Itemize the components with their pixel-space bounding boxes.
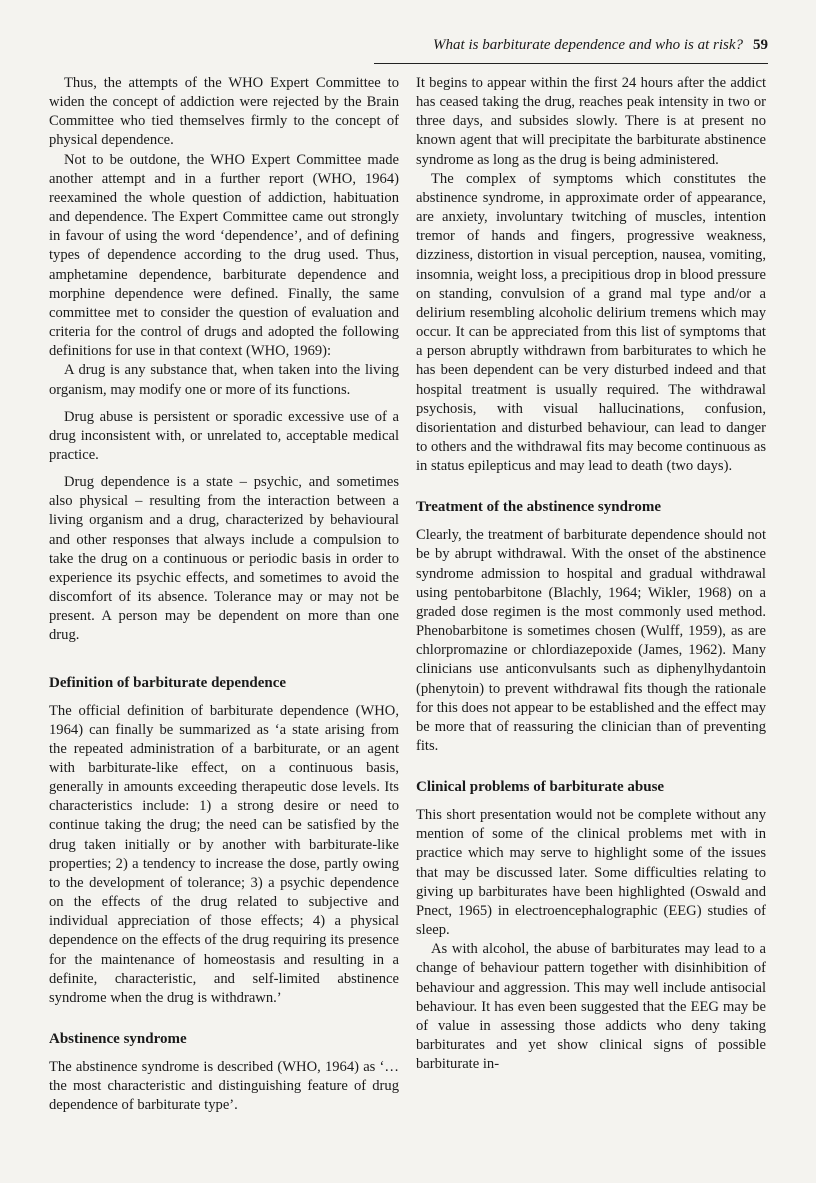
paragraph: Clearly, the treatment of barbiturate dependence should not be by abrupt withdrawal. With the onset of the abstinence syndrome admission to hospital and gradual withdrawal using pentobarbitone (Blachly, 1964; Wikler, 1968) on a graded dose regimen is the most commonly used method. Phenobarbitone is sometimes chosen (Wulff, 1959), as are chlorpromazine or chlordiazepoxide (James, 1962). Many clinicians use anticonvulsants such as diphenylhydantoin (phenytoin) to prevent withdrawal fits though the rationale for this does not appear to be established and the effect may be more that of reassuring the clinician than of preventing fits. — [416, 527, 766, 754]
section-heading-treatment: Treatment of the abstinence syndrome — [416, 499, 661, 516]
definition-drug-dependence: Drug dependence is a state – psychic, and sometimes also physical – resulting from the interaction between a living organism and a drug, characterized by behavioural and other responses that always include a compulsion to take the drug on a continuous or periodic basis in order to experience its psychic effects, and sometimes to avoid the discomfort of its absence. Tolerance may or may not be present. A person may be dependent on more than one drug. — [49, 474, 399, 644]
section-heading-definition: Definition of barbiturate dependence — [49, 674, 287, 691]
header-rule — [374, 63, 768, 64]
paragraph: The abstinence syndrome is described (WHO, 1964) as ‘… the most characteristic and distinguishing feature of drug dependence of barbiturate type’. — [49, 1059, 399, 1114]
paragraph: Not to be outdone, the WHO Expert Committee made another attempt and in a further report (WHO, 1964) reexamined the whole question of addiction, habituation and dependence. The Expert Committee came out strongly in favour of using the word ‘dependence’, and of defining types of dependence according to the drug used. Thus, amphetamine dependence, barbiturate dependence and morphine dependence were defined. Finally, the same committee met to consider the question of evaluation and criteria for the control of drugs and adopted the following definitions for use in that context (WHO, 1969): — [49, 151, 399, 360]
definition-drug-abuse: Drug abuse is persistent or sporadic excessive use of a drug inconsistent with, or unrelated to, acceptable medical practice. — [49, 408, 399, 463]
section-heading-abstinence: Abstinence syndrome — [49, 1031, 187, 1048]
right-column — [416, 74, 766, 1074]
paragraph: The complex of symptoms which constitutes the abstinence syndrome, in approximate order of appearance, are anxiety, involuntary twitching of muscles, intention tremor of hands and fingers, progressive weakness, dizziness, distortion in visual perception, nausea, vomiting, insomnia, weight loss, a precipitious drop in blood pressure on standing, convulsion of a grand mal type and/or a delirium resembling alcoholic delirium tremens which may occur. It can be appreciated from this list of symptoms that a person abruptly withdrawn from barbiturates to which he has been dependent can be very disturbed indeed and that hospital treatment is usually required. The withdrawal psychosis, with visual hallucinations, confusion, disorientation and disturbed behaviour, can lead to danger to others and the withdrawal fits may become continuous as in status epilepticus and may lead to death (two days). — [416, 170, 766, 475]
paragraph: It begins to appear within the first 24 hours after the addict has ceased taking the drug, reaches peak intensity in two or three days, and subsides slowly. There is at present no known agent that will precipitate the barbiturate abstinence syndrome as long as the drug is being administered. — [416, 75, 766, 168]
paragraph: This short presentation would not be complete without any mention of some of the clinical problems met with in practice which may serve to highlight some of the issues that may be discussed later. Some difficulties relating to giving up barbiturates have been highlighted (Oswald and Pnect, 1965) in electroencephalographic (EEG) studies of sleep. — [416, 807, 766, 939]
section-heading-clinical: Clinical problems of barbiturate abuse — [416, 779, 665, 796]
page-number: 59 — [753, 37, 768, 53]
running-title: What is barbiturate dependence and who is at risk? — [433, 37, 743, 53]
paragraph: The official definition of barbiturate dependence (WHO, 1964) can finally be summarized as ‘a state arising from the repeated administration of a barbiturate, or an agent with barbiturate-like effect, on a continuous basis, generally in amounts exceeding therapeutic dose levels. Its characteristics include: 1) a strong desire or need to continue taking the drug; the need can be satisfied by the drug taken initially or by another with barbiturate-like properties; 2) a tendency to increase the dose, partly owing to the development of tolerance; 3) a psychic dependence on the effects of the drug related to subjective and individual appreciation of those effects; 4) a physical dependence on the effects of the drug requiring its presence for the maintenance of homeostasis and resulting in a definite, characteristic, and self-limited abstinence syndrome when the drug is withdrawn.’ — [49, 702, 399, 1006]
left-column — [49, 74, 399, 1116]
running-head — [433, 37, 768, 54]
paragraph: As with alcohol, the abuse of barbiturates may lead to a change of behaviour pattern together with disinhibition of behaviour and aggression. This may well include antisocial behaviour. It has even been suggested that the EEG may be of value in assessing those addicts who deny taking barbiturates and yet show clinical signs of possible barbiturate in- — [416, 941, 766, 1073]
paragraph: Thus, the attempts of the WHO Expert Committee to widen the concept of addiction were rejected by the Brain Committee who tied themselves firmly to the concept of physical dependence. — [49, 75, 399, 149]
definition-drug: A drug is any substance that, when taken into the living organism, may modify one or more of its functions. — [49, 362, 399, 398]
